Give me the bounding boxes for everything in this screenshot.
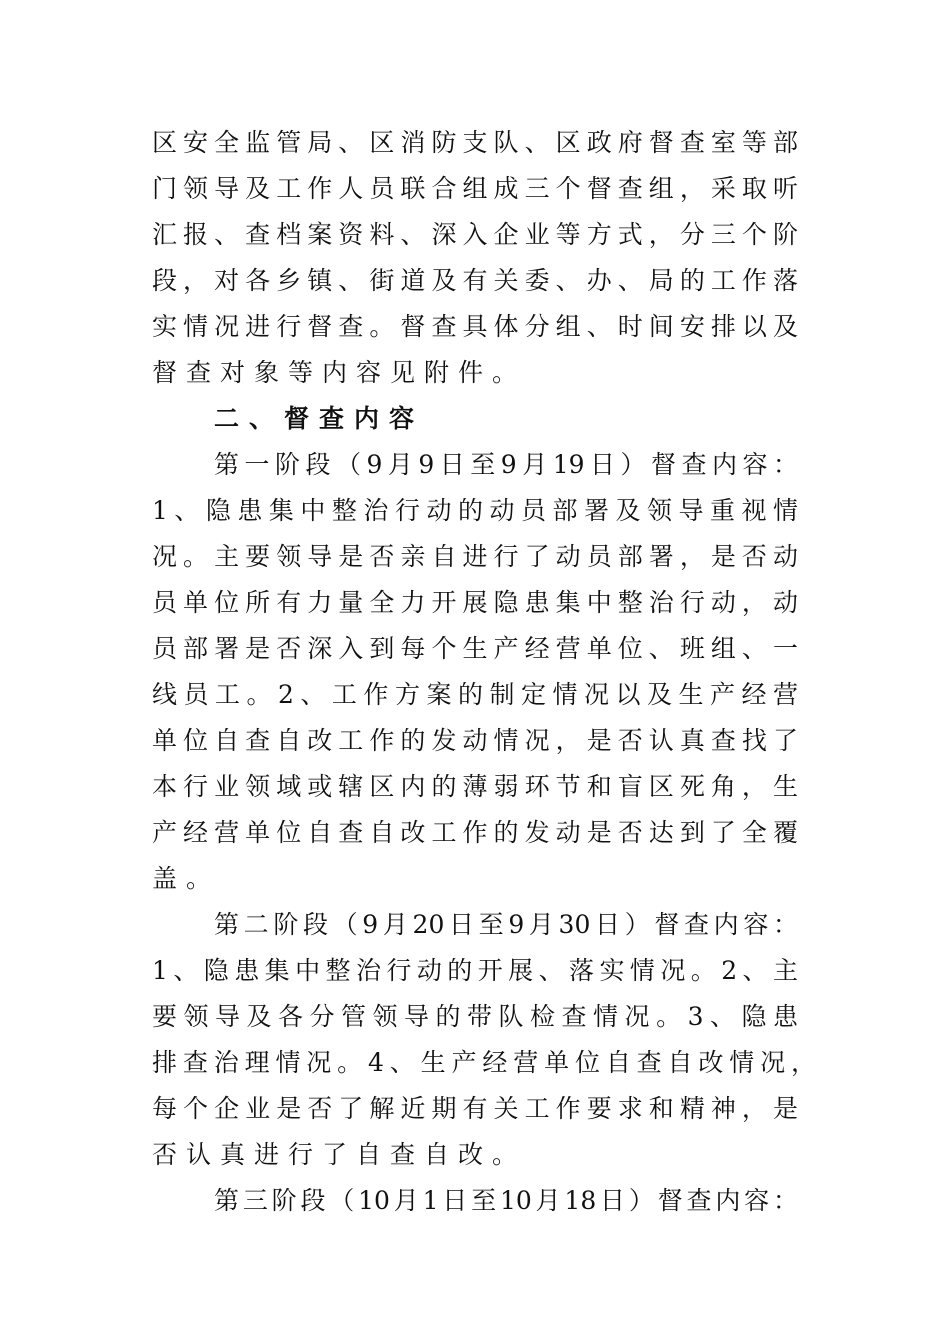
paragraph-line: 1、隐患集中整治行动的开展、落实情况。2、主 — [152, 956, 798, 985]
stage-one-heading: 第一阶段（9月9日至9月19日）督查内容： — [214, 450, 798, 479]
paragraph-line: 产经营单位自查自改工作的发动是否达到了全覆 — [152, 818, 798, 847]
paragraph-line: 本行业领域或辖区内的薄弱环节和盲区死角，生 — [152, 772, 798, 801]
paragraph-line: 盖。 — [152, 864, 221, 893]
paragraph-line: 否认真进行了自查自改。 — [152, 1140, 527, 1169]
stage-two-heading: 第二阶段（9月20日至9月30日）督查内容： — [214, 910, 798, 939]
paragraph-line: 门领导及工作人员联合组成三个督查组，采取听 — [152, 174, 798, 203]
paragraph-line: 况。主要领导是否亲自进行了动员部署，是否动 — [152, 542, 798, 571]
paragraph-line: 线员工。2、工作方案的制定情况以及生产经营 — [152, 680, 798, 709]
paragraph-line: 督查对象等内容见附件。 — [152, 358, 527, 387]
paragraph-line: 要领导及各分管领导的带队检查情况。3、隐患 — [152, 1002, 798, 1031]
paragraph-line: 员部署是否深入到每个生产经营单位、班组、一 — [152, 634, 798, 663]
paragraph-line: 排查治理情况。4、生产经营单位自查自改情况， — [152, 1048, 816, 1077]
section-heading: 二、督查内容 — [214, 404, 425, 433]
paragraph-line: 段，对各乡镇、街道及有关委、办、局的工作落 — [152, 266, 798, 295]
paragraph-line: 区安全监管局、区消防支队、区政府督查室等部 — [152, 128, 798, 157]
paragraph-line: 员单位所有力量全力开展隐患集中整治行动，动 — [152, 588, 798, 617]
paragraph-line: 单位自查自改工作的发动情况，是否认真查找了 — [152, 726, 798, 755]
paragraph-line: 实情况进行督查。督查具体分组、时间安排以及 — [152, 312, 798, 341]
paragraph-line: 1、隐患集中整治行动的动员部署及领导重视情 — [152, 496, 798, 525]
paragraph-line: 汇报、查档案资料、深入企业等方式，分三个阶 — [152, 220, 798, 249]
stage-three-heading: 第三阶段（10月1日至10月18日）督查内容： — [214, 1186, 798, 1215]
paragraph-line: 每个企业是否了解近期有关工作要求和精神，是 — [152, 1094, 798, 1123]
